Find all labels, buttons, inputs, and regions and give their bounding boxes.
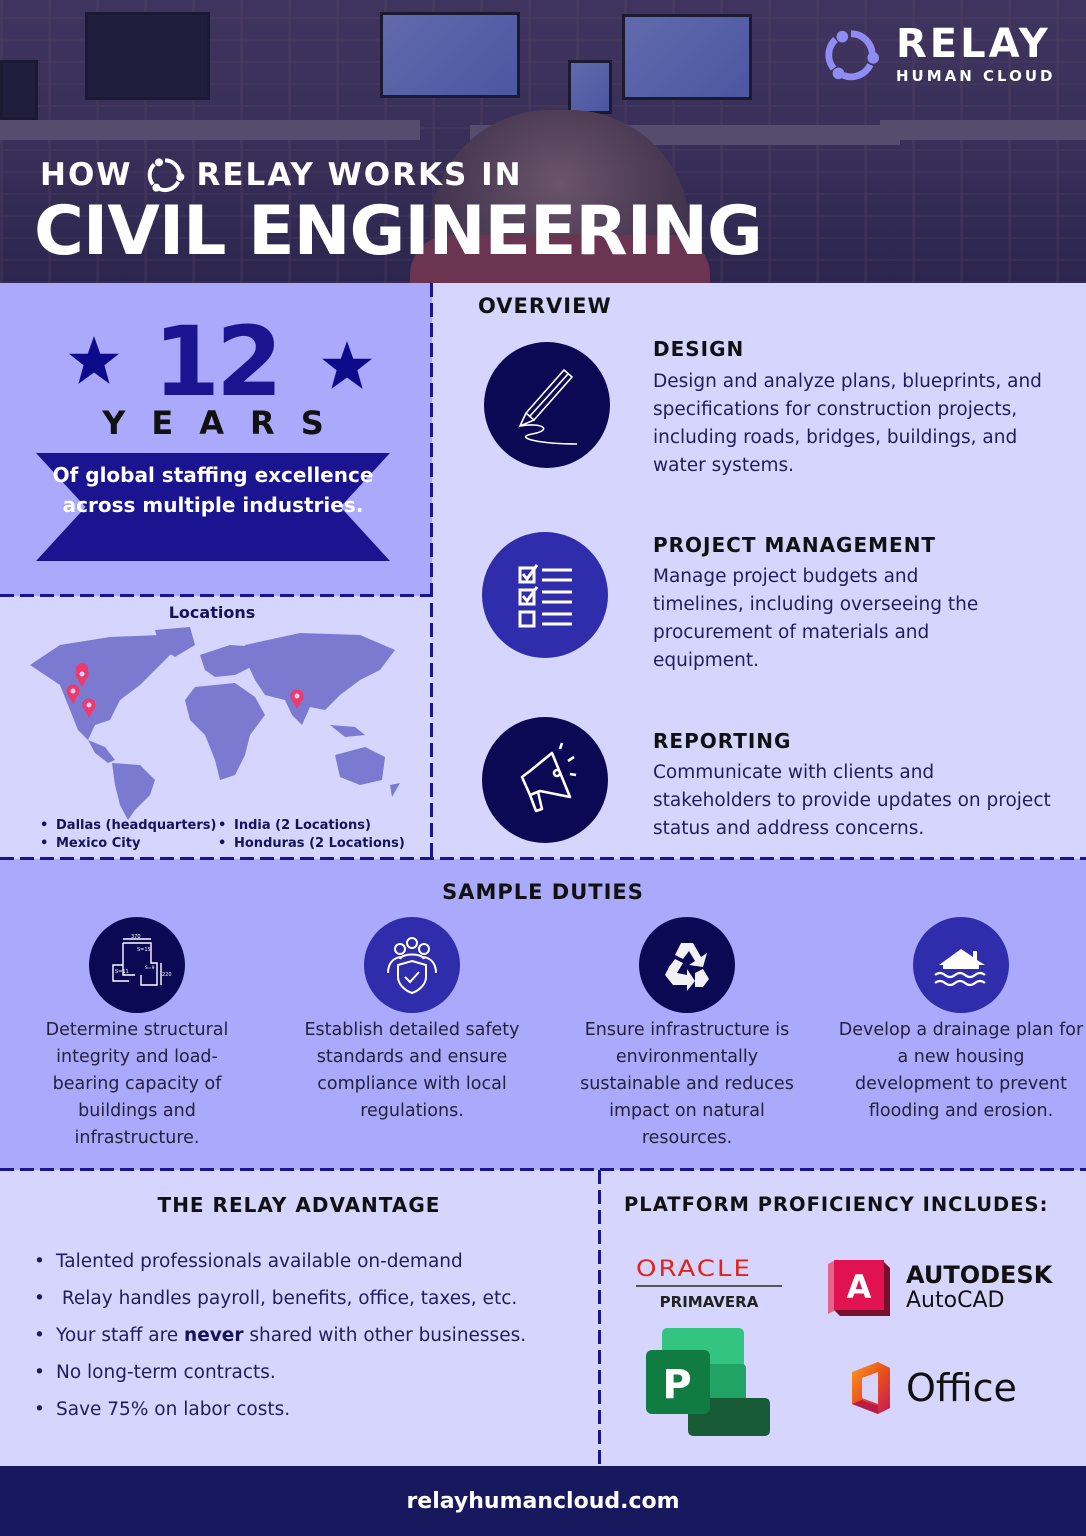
autocad-icon bbox=[828, 1258, 892, 1318]
hero-subtitle-rest: RELAY WORKS IN bbox=[196, 157, 523, 193]
oracle-primavera-logo bbox=[636, 1255, 782, 1311]
advantage-item: • Talented professionals available on-demand bbox=[34, 1243, 526, 1280]
oracle-wordmark: ORACLE bbox=[636, 1256, 752, 1282]
svg-text:A: A bbox=[846, 1268, 872, 1306]
years-label: YEARS bbox=[102, 404, 350, 442]
advantage-emphasis: never bbox=[184, 1325, 244, 1346]
duty-text: Establish detailed safety standards and ensure compliance with local regulations. bbox=[304, 1020, 520, 1121]
divider-horizontal bbox=[0, 594, 432, 597]
advantage-item bbox=[34, 1317, 526, 1354]
logo-tagline: HUMAN CLOUD bbox=[896, 67, 1056, 85]
website-link[interactable]: relayhumancloud.com bbox=[406, 1488, 680, 1514]
overview-title-reporting: REPORTING bbox=[653, 729, 792, 753]
platforms-heading: PLATFORM PROFICIENCY INCLUDES: bbox=[624, 1193, 1049, 1216]
safety-shield-team-icon bbox=[376, 929, 448, 1001]
svg-text:S=9: S=9 bbox=[145, 966, 155, 971]
years-number: 12 bbox=[153, 306, 279, 418]
location-item: • Honduras (2 Locations) bbox=[218, 835, 405, 853]
overview-title-design: DESIGN bbox=[653, 337, 745, 361]
design-icon-circle bbox=[484, 342, 610, 468]
locations-title: Locations bbox=[168, 603, 256, 622]
divider-horizontal bbox=[0, 1168, 1086, 1171]
office-icon bbox=[848, 1360, 892, 1416]
hero-banner bbox=[0, 0, 1086, 283]
primavera-label: PRIMAVERA bbox=[659, 1293, 759, 1311]
advantage-item: • Save 75% on labor costs. bbox=[34, 1391, 526, 1428]
relay-logo[interactable] bbox=[822, 21, 1056, 85]
overview-desc-design: Design and analyze plans, blueprints, and specifications for construction projects, including roads, bridges, buildings, and water systems. bbox=[653, 371, 1042, 476]
svg-text:S=11: S=11 bbox=[115, 969, 129, 975]
oracle-divider bbox=[636, 1285, 782, 1287]
megaphone-icon bbox=[500, 735, 590, 825]
locations-list-col2 bbox=[218, 817, 405, 853]
hero-subtitle bbox=[40, 155, 523, 195]
pencil-icon bbox=[502, 360, 592, 450]
advantage-heading: THE RELAY ADVANTAGE bbox=[157, 1193, 441, 1217]
floor-plan-icon bbox=[101, 929, 173, 1001]
svg-text:220: 220 bbox=[162, 972, 172, 978]
advantage-item: • No long-term contracts. bbox=[34, 1354, 526, 1391]
advantage-text: shared with other businesses. bbox=[243, 1325, 527, 1346]
duty-item-drainage bbox=[836, 917, 1086, 1125]
ms-project-icon bbox=[646, 1328, 770, 1436]
checklist-icon bbox=[500, 550, 590, 640]
svg-text:S=15: S=15 bbox=[137, 947, 151, 953]
logo-wordmark: RELAY bbox=[896, 21, 1051, 67]
advantage-item: • Relay handles payroll, benefits, office, taxes, etc. bbox=[34, 1280, 526, 1317]
autodesk-wordmark: AUTODESK bbox=[906, 1261, 1053, 1289]
advantage-list bbox=[34, 1243, 526, 1428]
advantage-text: Your staff are bbox=[56, 1325, 185, 1346]
ribbon-text: Of global staffing excellence across multiple industries. bbox=[52, 463, 374, 517]
project-management-icon-circle bbox=[482, 532, 608, 658]
divider-horizontal bbox=[0, 857, 1086, 860]
page-title: CIVIL ENGINEERING bbox=[34, 192, 762, 271]
location-item: • India (2 Locations) bbox=[218, 817, 405, 835]
svg-text:370: 370 bbox=[131, 934, 141, 940]
overview-title-project-management: PROJECT MANAGEMENT bbox=[653, 533, 937, 557]
duty-text: Ensure infrastructure is environmentally sustainable and reduces impact on natural resources. bbox=[580, 1020, 794, 1148]
overview-heading: OVERVIEW bbox=[478, 294, 612, 318]
divider-vertical bbox=[430, 283, 433, 859]
recycle-icon bbox=[651, 929, 723, 1001]
ms-office-logo bbox=[848, 1360, 1017, 1416]
duty-item-safety bbox=[287, 917, 537, 1125]
office-wordmark: Office bbox=[906, 1366, 1017, 1410]
flooded-house-icon bbox=[925, 929, 997, 1001]
location-item: • Mexico City bbox=[40, 835, 216, 853]
divider-vertical bbox=[598, 1170, 601, 1466]
overview-desc-reporting: Communicate with clients and stakeholders to provide updates on project status and address concerns. bbox=[653, 762, 1051, 839]
duty-text: Develop a drainage plan for a new housing development to prevent flooding and erosion. bbox=[838, 1020, 1084, 1121]
duty-item-sustainability bbox=[562, 917, 812, 1152]
autocad-logo bbox=[828, 1258, 1052, 1318]
locations-list-col1 bbox=[40, 817, 216, 853]
relay-ring-icon bbox=[822, 26, 880, 84]
reporting-icon-circle bbox=[482, 717, 608, 843]
sample-duties-heading: SAMPLE DUTIES bbox=[442, 880, 644, 904]
world-map bbox=[20, 625, 410, 820]
overview-desc-project-management: Manage project budgets and timelines, including overseeing the procurement of materials and equipment. bbox=[653, 566, 979, 671]
duty-item-structural bbox=[12, 917, 262, 1152]
relay-ring-icon bbox=[145, 155, 185, 195]
hero-subtitle-how: HOW bbox=[40, 157, 133, 193]
duty-text: Determine structural integrity and load-bearing capacity of buildings and infrastructure. bbox=[45, 1020, 229, 1148]
footer bbox=[0, 1466, 1086, 1536]
autocad-label: AutoCAD bbox=[906, 1288, 1005, 1313]
svg-text:P: P bbox=[662, 1362, 692, 1408]
location-item: • Dallas (headquarters) bbox=[40, 817, 216, 835]
